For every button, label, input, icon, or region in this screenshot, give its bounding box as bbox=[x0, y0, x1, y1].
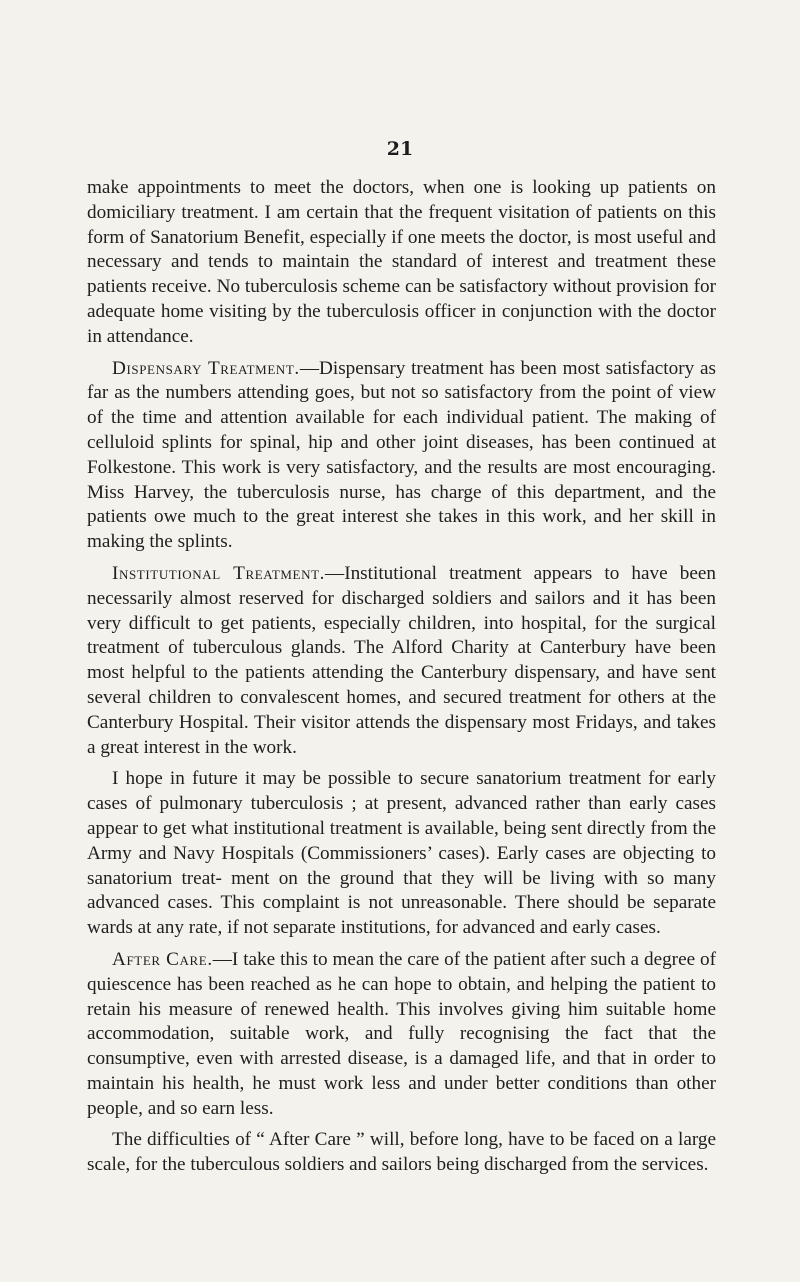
paragraph-dispensary-treatment bbox=[87, 357, 716, 555]
paragraph-text: I hope in future it may be possible to secure sanatorium treatment for early cases of pulmonary tuberculosis ; at present, advanced rather than early cases appear to get what institutional treatment is available, being sent directly from the Army and Navy Hospitals (Commissioners’ cases). Early cases are objecting to sanatorium treat- ment on the ground that they will be living with so many advanced cases. This complaint is not unreasonable. There should be separate wards at any rate, if not separate institutions, for advanced and early cases. bbox=[87, 768, 716, 939]
body-text bbox=[87, 176, 716, 1185]
paragraph-after-care-difficulties bbox=[87, 1128, 716, 1178]
paragraph-text: —Dispensary treatment has been most satisfactory as far as the numbers attending goes, but not so satisfactory from the point of view of the time and attention available for each individual patient. The making of celluloid splints for spinal, hip and other joint diseases, has been continued at Folkestone. This work is very satisfactory, and the results are most encouraging. Miss Harvey, the tuberculosis nurse, has charge of this department, and the patients owe much to the great interest she takes in this work, and her skill in making the splints. bbox=[87, 357, 716, 553]
page-number: 21 bbox=[386, 138, 414, 160]
paragraph-text: —I take this to mean the care of the patient after such a degree of quiescence has been reached as he can hope to obtain, and helping the patient to retain his measure of renewed health. This involves giving him suitable home accommodation, suitable work, and fully recognising the fact that the consumptive, even with arrested disease, is a damaged life, and that in order to maintain his health, he must work less and under better conditions than other people, and so earn less. bbox=[87, 948, 716, 1119]
section-heading-after-care: After Care. bbox=[112, 948, 213, 970]
paragraph-text: make appointments to meet the doctors, when one is looking up patients on domiciliary treatment. I am certain that the frequent visitation of patients on this form of Sanatorium Benefit, especially if one meets the doctor, is most useful and necessary and tends to maintain the standard of interest and treatment these patients receive. No tuberculosis scheme can be satisfactory without provision for adequate home visiting by the tuberculosis officer in conjunction with the doctor in attendance. bbox=[87, 177, 716, 347]
paragraph-institutional-treatment bbox=[87, 562, 716, 760]
section-heading-dispensary-treatment: Dispensary Treatment. bbox=[112, 357, 300, 379]
paragraph-domiciliary-visiting bbox=[87, 176, 716, 350]
section-heading-institutional-treatment: Institutional Treatment. bbox=[112, 562, 326, 584]
paragraph-text: —Institutional treatment appears to have been necessarily almost reserved for discharged soldiers and sailors and it has been very difficult to get patients, especially children, into hospital, for the surgical treatment of tuberculous glands. The Alford Charity at Canterbury have been most helpful to the patients attending the Canterbury dispensary, and have sent several children to convalescent homes, and secured treatment for others at the Canterbury Hospital. Their visitor attends the dispensary most Fridays, and takes a great interest in the work. bbox=[87, 562, 716, 758]
paragraph-after-care bbox=[87, 948, 716, 1122]
paragraph-sanatorium-hope bbox=[87, 767, 716, 941]
paragraph-text: The difficulties of “ After Care ” will, before long, have to be faced on a large scale, for the tuberculous soldiers and sailors being discharged from the services. bbox=[87, 1129, 716, 1176]
